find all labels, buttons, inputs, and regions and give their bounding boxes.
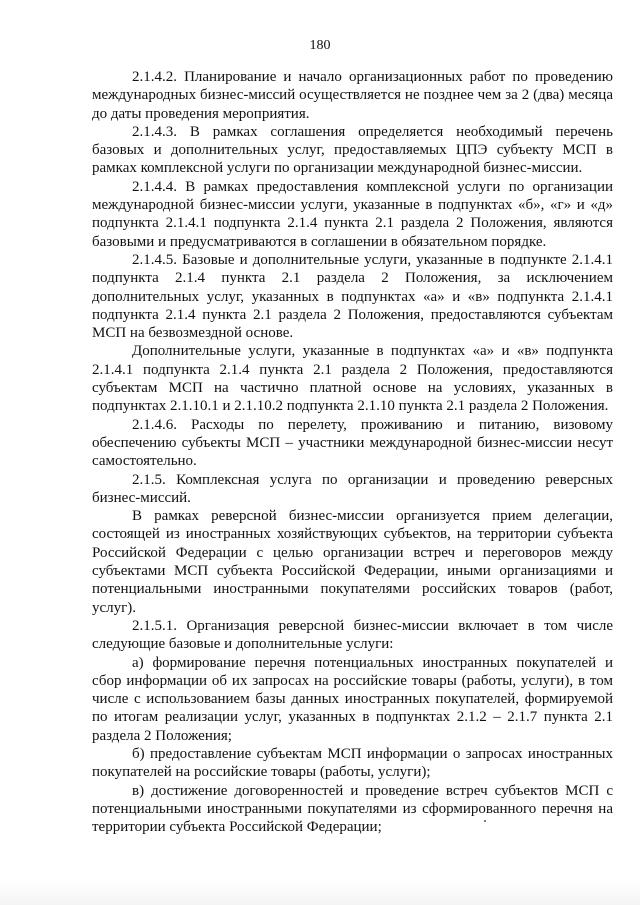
scan-speck (484, 820, 486, 822)
paragraph-2-1-5-1: 2.1.5.1. Организация реверсной бизнес-миссии включает в том числе следующие базовые и дополнительные услуги: (92, 617, 613, 653)
paragraph-2-1-4-3: 2.1.4.3. В рамках соглашения определяется необходимый перечень базовых и дополнительных услуг, предоставляемых ЦПЭ субъекту МСП в рамках комплексной услуги по организации международной бизнес-миссии. (92, 123, 613, 177)
document-body (92, 68, 613, 836)
paragraph-reverse-mission: В рамках реверсной бизнес-миссии организуется прием делегации, состоящей из иностранных хозяйствующих субъектов, на территории субъекта Российской Федерации с целью организации встреч и переговоров между субъектами МСП субъекта Российской Федерации, иными организациями и потенциальными иностранными покупателями российских товаров (работ, услуг). (92, 508, 613, 616)
list-item-v: в) достижение договоренностей и проведение встреч субъектов МСП с потенциальными иностранными покупателями из сформированного перечня на территории субъекта Российской Федерации; (92, 782, 613, 836)
paragraph-additional-services: Дополнительные услуги, указанные в подпунктах «а» и «в» подпункта 2.1.4.1 подпункта 2.1.4 пункта 2.1 раздела 2 Положения, предоставляются субъектам МСП на частично платной основе на условиях, указанных в подпунктах 2.1.10.1 и 2.1.10.2 подпункта 2.1.10 пункта 2.1 раздела 2 Положения. (92, 343, 613, 415)
scan-bottom-edge (0, 880, 640, 905)
list-item-b: б) предоставление субъектам МСП информации о запросах иностранных покупателей на российские товары (работы, услуги); (92, 745, 613, 781)
paragraph-2-1-4-5: 2.1.4.5. Базовые и дополнительные услуги, указанные в подпункте 2.1.4.1 подпункта 2.1.4 пункта 2.1 раздела 2 Положения, за исключением дополнительных услуг, указанных в подпунктах «а» и «в» подпункта 2.1.4.1 подпункта 2.1.4 пункта 2.1 раздела 2 Положения, предоставляются субъектам МСП на безвозмездной основе. (92, 251, 613, 342)
paragraph-2-1-4-2: 2.1.4.2. Планирование и начало организационных работ по проведению международных бизнес-миссий осуществляется не позднее чем за 2 (два) месяца до даты проведения мероприятия. (92, 69, 613, 122)
paragraph-2-1-4-4: 2.1.4.4. В рамках предоставления комплексной услуги по организации международной бизнес-миссии услуги, указанные в подпунктах «б», «г» и «д» подпункта 2.1.4.1 подпункта 2.1.4 пункта 2.1 раздела 2 Положения, являются базовыми и предусматриваются в соглашении в обязательном порядке. (92, 178, 613, 250)
list-item-a: а) формирование перечня потенциальных иностранных покупателей и сбор информации об их запросах на российские товары (работы, услуги), в том числе с использованием базы данных иностранных покупателей, формируемой по итогам реализации услуг, указанных в подпунктах 2.1.2 – 2.1.7 пункта 2.1 раздела 2 Положения; (92, 654, 613, 744)
paragraph-2-1-4-6: 2.1.4.6. Расходы по перелету, проживанию и питанию, визовому обеспечению субъекты МСП – участники международной бизнес-миссии несут самостоятельно. (92, 416, 613, 470)
page-number: 180 (309, 38, 331, 53)
paragraph-2-1-5: 2.1.5. Комплексная услуга по организации и проведению реверсных бизнес-миссий. (92, 471, 613, 506)
